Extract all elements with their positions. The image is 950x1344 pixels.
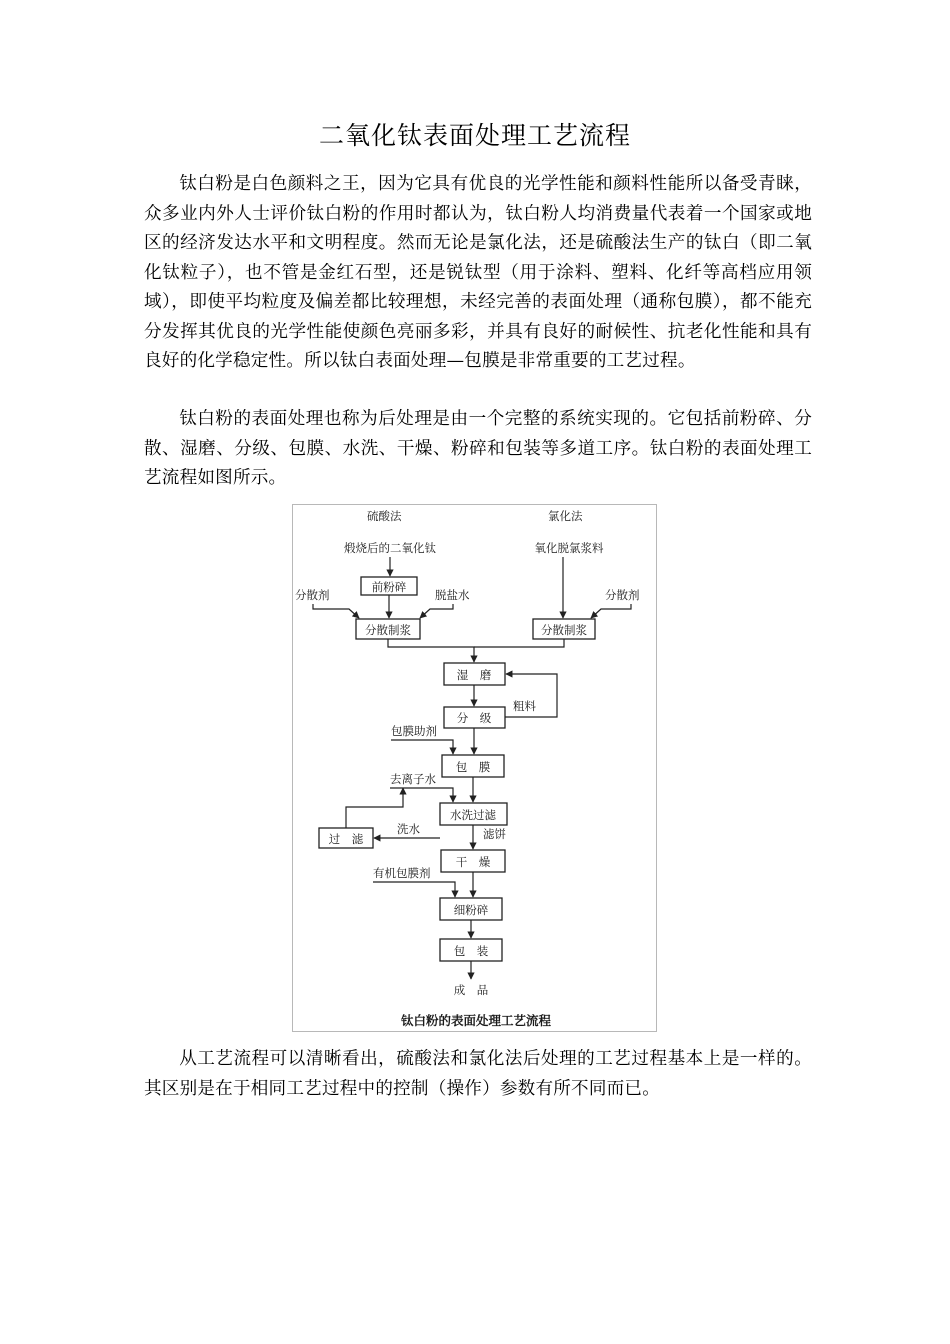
arrow-dispersant-left [313, 604, 359, 618]
arrow-left-to-wetmill [388, 639, 474, 662]
label-organic-coating: 有机包膜剂 [373, 866, 431, 880]
label-dispersant-right: 分散剂 [605, 588, 640, 602]
page-title: 二氧化钛表面处理工艺流程 [318, 121, 631, 150]
label-fine-crush: 细粉碎 [453, 903, 489, 917]
label-classify: 分 级 [456, 711, 492, 725]
label-coating: 包 膜 [455, 760, 491, 774]
input-dechlorinated-slurry: 氧化脱氯浆料 [534, 541, 604, 555]
label-desalted-water: 脱盐水 [435, 588, 470, 602]
label-wash-filter: 水洗过滤 [450, 808, 496, 822]
arrow-dispersant-right [591, 604, 631, 618]
paragraph-conclusion: 从工艺流程可以清晰看出，硫酸法和氯化法后处理的工艺过程基本上是一样的。其区别是在于相同工艺过程中的控制（操作）参数有所不同而已。 [144, 1049, 812, 1099]
label-dry: 干 燥 [455, 855, 491, 869]
arrow-organic-coating [373, 882, 455, 897]
figure-caption: 钛白粉的表面处理工艺流程 [400, 1013, 552, 1028]
arrow-filter-recycle [346, 788, 403, 828]
label-pack: 包 装 [453, 944, 489, 958]
label-wet-mill: 湿 磨 [456, 668, 492, 682]
label-deionized-water: 去离子水 [390, 772, 436, 786]
label-dispersant-left: 分散剂 [295, 588, 330, 602]
label-product: 成 品 [453, 983, 489, 997]
arrow-desalted-water [420, 604, 453, 618]
paragraph-intro: 钛白粉是白色颜料之王，因为它具有优良的光学性能和颜料性能所以备受青睐，众多业内外人士评价钛白粉的作用时都认为，钛白粉人均消费量代表着一个国家或地区的经济发达水平和文明程度。然而无论是氯化法，还是硫酸法生产的钛白（即二氧化钛粒子），也不管是金红石型，还是锐钛型（用于涂料、塑料、化纤等高档应用领域），即使平均粒度及偏差都比较理想，未经完善的表面处理（通称包膜），都不能充分发挥其优良的光学性能使颜色亮丽多彩，并具有良好的耐候性、抗老化性能和具有良好的化学稳定性。所以钛白表面处理—包膜是非常重要的工艺过程。 [144, 174, 812, 371]
label-filter: 过 滤 [328, 832, 364, 846]
header-sulfuric: 硫酸法 [367, 509, 402, 523]
label-disperse-left: 分散制浆 [365, 623, 411, 637]
flowchart-figure [292, 504, 657, 1032]
flowchart-diagram [293, 505, 658, 1033]
input-calcined-tio2: 煅烧后的二氧化钛 [344, 541, 436, 555]
label-coating-aid: 包膜助剂 [391, 724, 437, 738]
label-disperse-right: 分散制浆 [541, 623, 587, 637]
label-filter-cake: 滤饼 [483, 827, 506, 841]
label-pre-crush: 前粉碎 [371, 580, 407, 594]
arrow-deionized-water [390, 788, 453, 802]
arrow-right-to-wetmill [474, 639, 564, 647]
label-wash-water: 洗水 [397, 822, 420, 836]
label-coarse: 粗料 [513, 699, 536, 713]
arrow-coating-aid [391, 740, 453, 754]
paragraph-process: 钛白粉的表面处理也称为后处理是由一个完整的系统实现的。它包括前粉碎、分散、湿磨、分级、包膜、水洗、干燥、粉碎和包装等多道工序。钛白粉的表面处理工艺流程如图所示。 [144, 409, 812, 488]
header-chloride: 氯化法 [548, 509, 583, 523]
